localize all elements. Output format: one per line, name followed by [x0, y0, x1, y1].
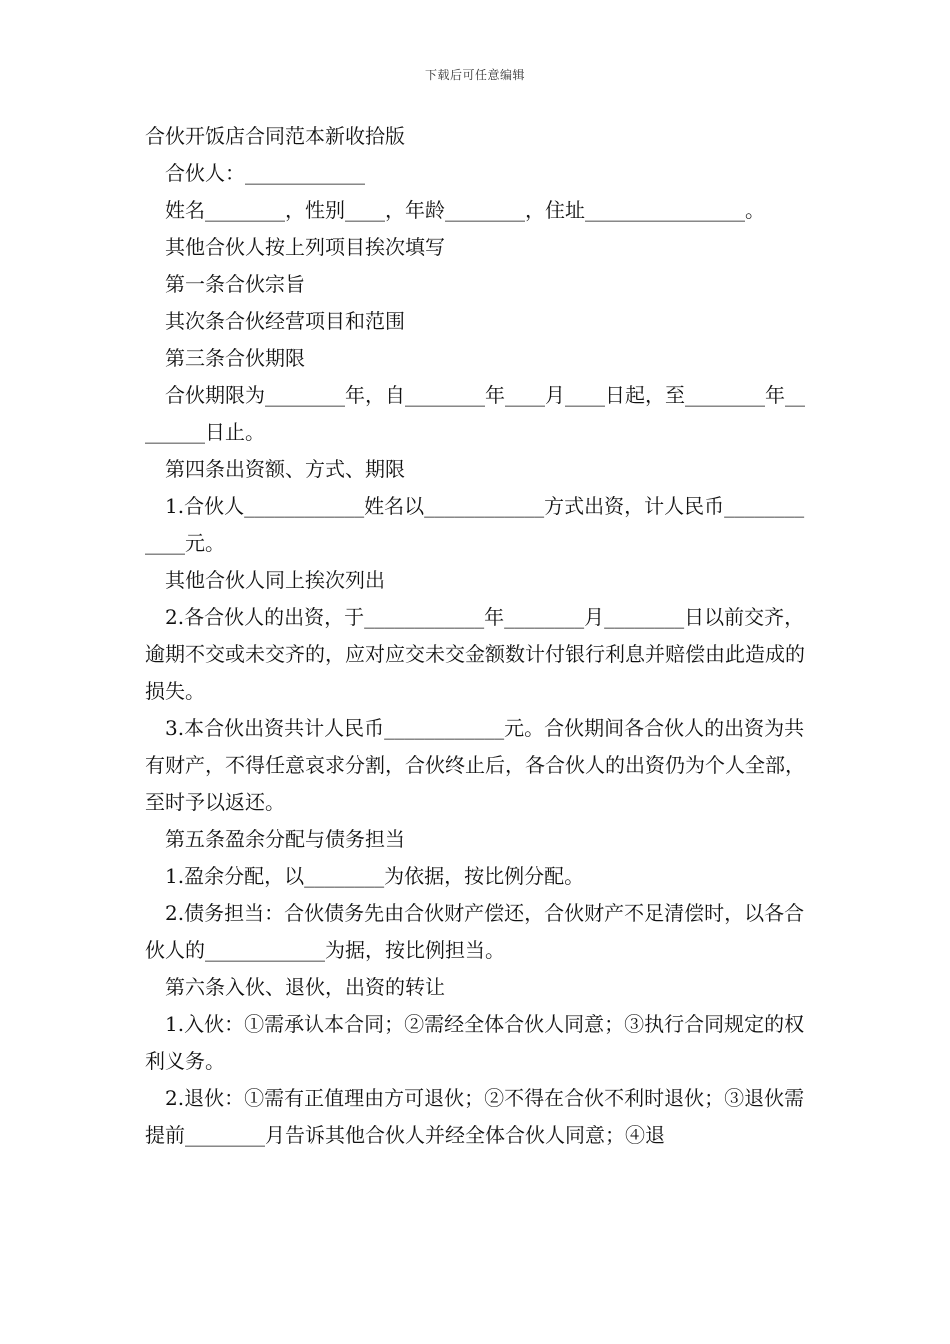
article-5-heading: 第五条盈余分配与债务担当: [165, 827, 405, 851]
partner-info-fields: 姓名________，性别____，年龄________，住址________________。: [165, 198, 765, 222]
article-5-clause-2: 2.债务担当：合伙债务先由合伙财产偿还，合伙财产不足清偿时，以各合伙人的____________为据，按比例担当。: [145, 901, 805, 962]
page-header: 下载后可任意编辑: [424, 68, 525, 82]
article-4-other-partners: 其他合伙人同上挨次列出: [165, 568, 385, 592]
article-6-clause-1: 1.入伙：①需承认本合同；②需经全体合伙人同意；③执行合同规定的权利义务。: [145, 1012, 805, 1073]
article-3-term: 合伙期限为________年，自________年____月____日起，至________年________日止。: [145, 383, 805, 444]
partner-line: 合伙人：____________: [165, 161, 365, 185]
article-3-heading: 第三条合伙期限: [165, 346, 305, 370]
other-partners-note: 其他合伙人按上列项目挨次填写: [165, 235, 445, 259]
article-6-clause-2: 2.退伙：①需有正值理由方可退伙；②不得在合伙不利时退伙；③退伙需提前________月告诉其他合伙人并经全体合伙人同意；④退: [145, 1086, 805, 1147]
article-6-heading: 第六条入伙、退伙，出资的转让: [165, 975, 445, 999]
article-4-clause-2: 2.各合伙人的出资，于____________年________月________日以前交齐，逾期不交或未交齐的，应对应交未交金额数计付银行利息并赔偿由此造成的损失。: [145, 605, 805, 703]
document-title: 合伙开饭店合同范本新收拾版: [145, 124, 405, 148]
article-1-heading: 第一条合伙宗旨: [165, 272, 305, 296]
article-4-heading: 第四条出资额、方式、期限: [165, 457, 405, 481]
article-4-clause-3: 3.本合伙出资共计人民币____________元。合伙期间各合伙人的出资为共有财产，不得任意哀求分割，合伙终止后，各合伙人的出资仍为个人全部，至时予以返还。: [145, 716, 805, 814]
article-4-clause-1: 1.合伙人____________姓名以____________方式出资，计人民币____________元。: [145, 494, 805, 555]
article-2-heading: 其次条合伙经营项目和范围: [165, 309, 405, 333]
article-5-clause-1: 1.盈余分配，以________为依据，按比例分配。: [165, 864, 585, 888]
document-body: [145, 118, 807, 1154]
